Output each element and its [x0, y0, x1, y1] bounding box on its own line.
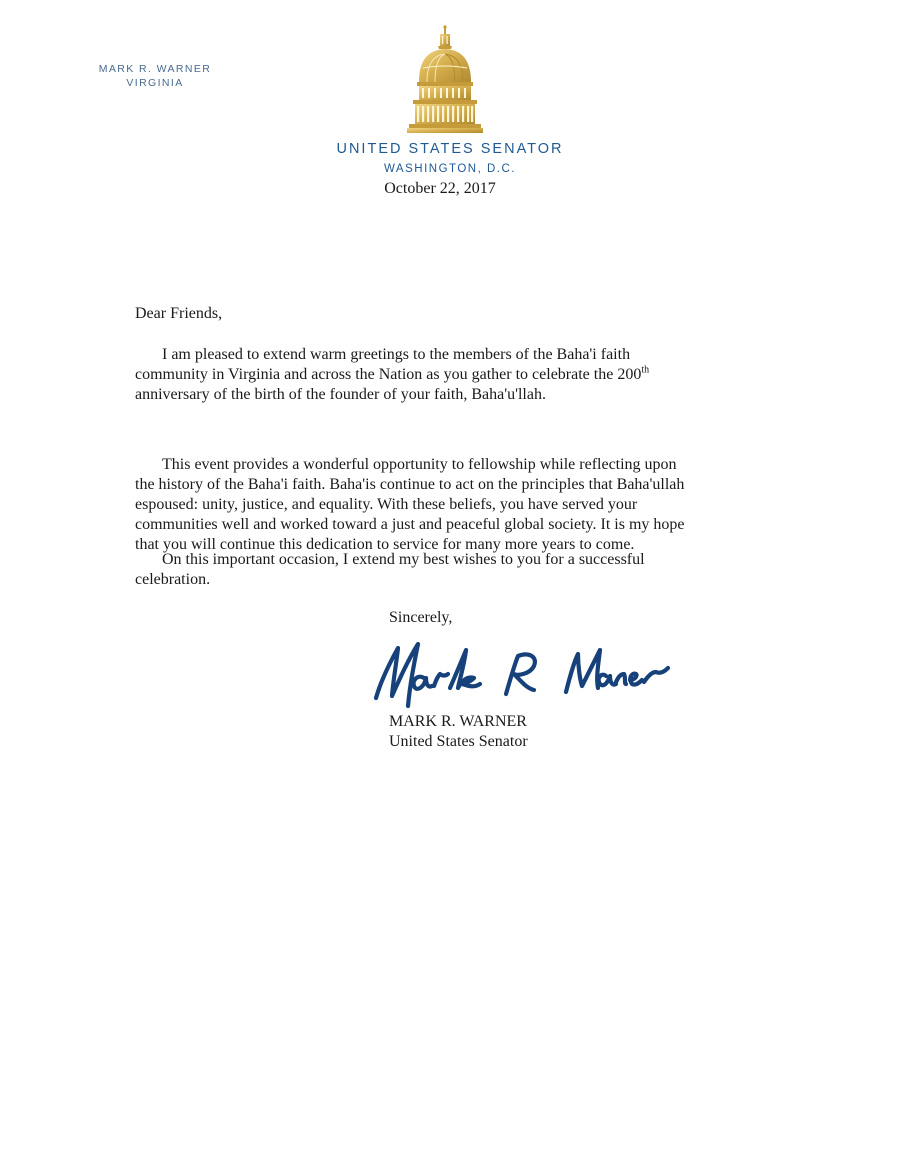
salutation: Dear Friends,: [135, 305, 223, 322]
body-paragraph-3: On this important occasion, I extend my best wishes to you for a successful celebration.: [135, 551, 645, 588]
handwritten-signature: [368, 636, 678, 714]
body-paragraph-2: This event provides a wonderful opportunity to fellowship while reflecting upon the history of the Baha'i faith. Baha'is continue to act on the principles that Baha'ullah espoused: unity, justice, and equality. With these beliefs, you have served your communities well and worked toward a just and peaceful global society. It is my hope that you will continue this dedication to service for many more years to come.: [135, 456, 685, 553]
ordinal-suffix: th: [641, 364, 650, 376]
letter-date: October 22, 2017: [384, 180, 496, 197]
sender-name: MARK R. WARNER: [98, 63, 212, 75]
sender-state: VIRGINIA: [126, 77, 184, 89]
letterhead-city: WASHINGTON, D.C.: [384, 163, 516, 175]
letterhead-title: UNITED STATES SENATOR: [336, 141, 564, 157]
capitol-dome-icon: [405, 24, 485, 136]
sender-block: [60, 62, 250, 90]
body-paragraph-1: I am pleased to extend warm greetings to the members of the Baha'i faith community in Virginia and across the Nation as you gather to celebrate the 200th anniversary of the birth of the founder of your faith, Baha'u'llah.: [135, 346, 650, 403]
signer-name: MARK R. WARNER: [389, 713, 527, 730]
closing: Sincerely,: [389, 609, 453, 626]
signer-title: United States Senator: [389, 733, 528, 750]
